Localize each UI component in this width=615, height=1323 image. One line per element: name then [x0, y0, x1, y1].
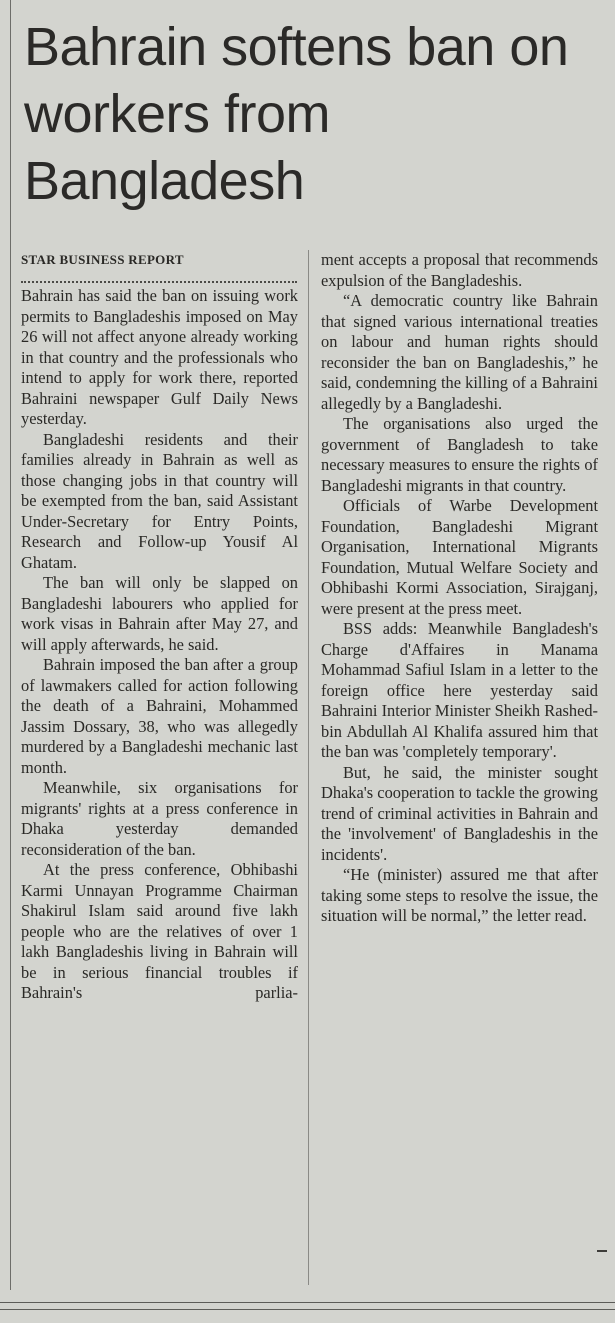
- paragraph: Bahrain imposed the ban after a group of lawmakers called for action following the death of a Bahraini, Mohammed Jassim Dossary, 38, who was allegedly murdered by a Bangladeshi mechanic last month.: [21, 655, 298, 777]
- paragraph: Officials of Warbe Development Foundation, Bangladeshi Migrant Organisation, International Migrants Foundation, Mutual Welfare Society and Obhibashi Kormi Association, Sirajganj, were present at the press meet.: [321, 496, 598, 618]
- paragraph: Bangladeshi residents and their families already in Bahrain as well as those changing jobs in that country will be exempted from the ban, said Assistant Under-Secretary for Entry Points, Research and Follow-up Yousif Al Ghatam.: [21, 429, 298, 572]
- paragraph: At the press conference, Obhibashi Karmi Unnayan Programme Chairman Shakirul Islam said around five lakh people who are the relatives of over 1 lakh Bangladeshis living in Bahrain will be in serious financial troubles if Bahrain's parlia-: [21, 860, 298, 1002]
- left-margin-rule: [10, 0, 11, 1290]
- paragraph: The organisations also urged the government of Bangladesh to take necessary measures to ensure the rights of Bangladeshi migrants in that country.: [321, 414, 598, 495]
- paragraph: “A democratic country like Bahrain that signed various international treaties on labour and human rights should reconsider the ban on Bangladeshis,” he said, condemning the killing of a Bahraini allegedly by a Bangladeshi.: [321, 291, 598, 413]
- article-column-left: [21, 250, 298, 1004]
- bottom-rule: [0, 1302, 615, 1303]
- paragraph: The ban will only be slapped on Bangladeshi labourers who applied for work visas in Bahrain after May 27, and will apply afterwards, he said.: [21, 573, 298, 654]
- paragraph: “He (minister) assured me that after taking some steps to resolve the issue, the situation will be normal,” the letter read.: [321, 865, 598, 925]
- paragraph: BSS adds: Meanwhile Bangladesh's Charge d'Affaires in Manama Mohammad Safiul Islam in a letter to the foreign office here yesterday said Bahraini Interior Minister Sheikh Rashed-bin Abdullah Al Khalifa assured him that the ban was 'completely temporary'.: [321, 619, 598, 761]
- article-column-right: [321, 250, 598, 927]
- column-divider: [308, 250, 309, 1285]
- paragraph: But, he said, the minister sought Dhaka's cooperation to tackle the growing trend of criminal activities in Bahrain and the 'involvement' of Bangladeshis in the incidents'.: [321, 762, 598, 864]
- byline-dotted-rule: [21, 281, 297, 283]
- paragraph: Bahrain has said the ban on issuing work permits to Bangladeshis imposed on May 26 will not affect anyone already working in that country and the professionals who intend to apply for work there, reported Bahraini newspaper Gulf Daily News yesterday.: [21, 286, 298, 428]
- bottom-rule: [0, 1309, 615, 1310]
- margin-tick-mark: [597, 1250, 607, 1252]
- byline: STAR BUSINESS REPORT: [21, 252, 184, 267]
- paragraph-continued: ment accepts a proposal that recommends expulsion of the Bangladeshis.: [321, 250, 598, 290]
- paragraph: Meanwhile, six organisations for migrants' rights at a press conference in Dhaka yesterday demanded reconsideration of the ban.: [21, 778, 298, 859]
- headline: Bahrain softens ban on workers from Bangladesh: [24, 17, 569, 211]
